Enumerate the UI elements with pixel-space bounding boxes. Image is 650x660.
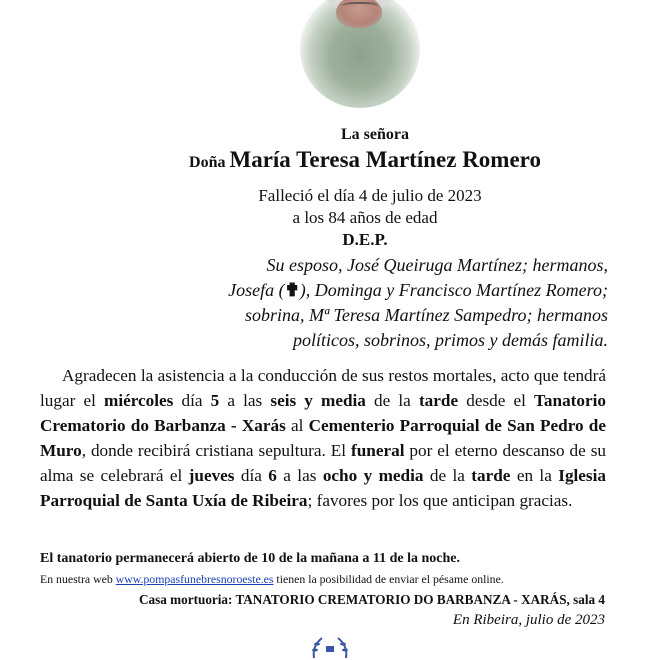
dep-line: D.E.P. (342, 230, 388, 249)
body-text: a las (276, 466, 323, 485)
family-line-4: políticos, sobrinos, primos y demás familia. (292, 330, 608, 350)
family-line-2a: Josefa ( (228, 280, 285, 300)
body-text: de la (423, 466, 472, 485)
body-text: a las (219, 391, 271, 410)
deceased-name (40, 147, 650, 173)
family-line-2b: ), Dominga y Francisco Martínez Romero; (299, 280, 608, 300)
opening-hours: El tanatorio permanecerá abierto de 10 de la mañana a 11 de la noche. (40, 551, 460, 566)
body-bold: miércoles (104, 391, 174, 410)
body-bold: jueves (188, 466, 235, 485)
photo-glasses (342, 2, 378, 12)
body-bold: Tanatorio Crematorio do Barbanza - Xarás (40, 391, 606, 435)
body-bold: ocho y media (322, 466, 424, 485)
family-list (148, 253, 608, 353)
body-bold: 5 (210, 391, 220, 410)
cross-icon: ✟ (284, 280, 300, 300)
body-text: por el eterno descanso de su alma se celebrará el (40, 441, 606, 485)
web-post: tienen la posibilidad de enviar el pésame online. (273, 572, 504, 586)
name-text: María Teresa Martínez Romero (229, 147, 541, 172)
casa-label: Casa mortuoria: (139, 592, 236, 607)
body-bold: Cementerio Parroquial de San Pedro de Muro (40, 416, 606, 460)
family-line-3: sobrina, Mª Teresa Martínez Sampedro; hermanos (245, 305, 608, 325)
body-bold: seis y media (270, 391, 366, 410)
deceased-photo (300, 0, 420, 108)
title-la-senora: La señora (341, 126, 409, 143)
body-text: , donde recibirá cristiana sepultura. El (81, 441, 351, 460)
body-text: al (285, 416, 309, 435)
body-text: desde el (458, 391, 535, 410)
name-prefix: Doña (189, 154, 226, 171)
casa-value: TANATORIO CREMATORIO DO BARBANZA - XARÁS, sala 4 (235, 592, 605, 607)
laurel-logo-icon (300, 630, 360, 660)
place-date: En Ribeira, julio de 2023 (452, 612, 605, 628)
body-text: en la (510, 466, 559, 485)
body-bold: 6 (268, 466, 277, 485)
body-bold: funeral (351, 441, 405, 460)
age-line: a los 84 años de edad (292, 208, 438, 227)
body-bold: Iglesia Parroquial de Santa Uxía de Ribeira (40, 466, 606, 510)
body-text: día (173, 391, 211, 410)
body-text: día (234, 466, 269, 485)
body-bold: tarde (418, 391, 459, 410)
web-notice (40, 572, 504, 587)
body-text: de la (365, 391, 419, 410)
website-link[interactable]: www.pompasfunebresnoroeste.es (115, 572, 274, 586)
family-line-2 (148, 278, 608, 303)
body-text: ; favores por los que anticipan gracias. (307, 491, 573, 510)
death-date: Falleció el día 4 de julio de 2023 (258, 186, 482, 205)
body-bold: tarde (471, 466, 511, 485)
family-line-1: Su esposo, José Queiruga Martínez; hermanos, (266, 255, 608, 275)
body-text: Agradecen la asistencia a la conducción de sus restos mortales, acto que tendrá lugar el (40, 366, 606, 410)
web-pre: En nuestra web (40, 572, 116, 586)
ceremony-details (40, 363, 606, 513)
casa-mortuoria (139, 592, 605, 608)
